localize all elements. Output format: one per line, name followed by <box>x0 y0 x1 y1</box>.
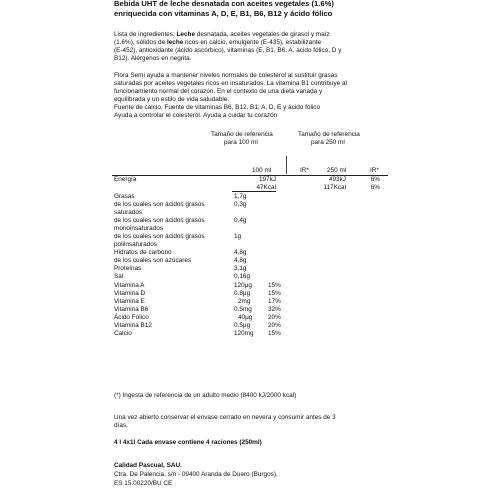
row-sal-label: Sal <box>114 273 124 280</box>
company-code: ES 15.00220/BU CE <box>114 480 173 487</box>
row-calcio-label: Calcio <box>114 330 132 337</box>
claims-line6: Ayuda a controlar el colesterol. Ayuda a cuidar tu corazón <box>114 112 278 119</box>
row-vitamina-b6-value: 0.5mg <box>234 306 252 313</box>
header-ref-250-line2: para 250 ml <box>311 139 345 146</box>
header-ref-100-line1: Tamaño de referencia <box>211 131 273 138</box>
row-vitamina-d-value: 0.8μg <box>234 290 251 297</box>
row-grasas-label: Grasas <box>114 193 135 200</box>
ingredients-line4: B12). Alérgenos en negrita. <box>114 55 192 62</box>
row-energia-label: Energía <box>114 176 137 183</box>
pack-info: 4 l 4x1l Cada envase contiene 4 raciones (250ml) <box>114 439 262 446</box>
row-mono-label2: monoinsaturados <box>114 225 164 232</box>
row-poli-label2: poliinsaturados <box>114 241 157 248</box>
row-poli-label1: de los cuales son ácidos grasos <box>114 233 205 240</box>
column-divider <box>286 156 287 174</box>
row-proteinas-value: 3,1g <box>234 265 247 272</box>
row-energia-ir: 6% <box>370 176 380 183</box>
ingredients-line1 <box>114 31 330 38</box>
row-vitamina-e-label: Vitamina E <box>114 298 145 305</box>
claims-line1: Flora Semi ayuda a mantener niveles normales de colesterol al sustituir grasas <box>114 72 338 79</box>
energy-divider <box>232 191 276 192</box>
company-address: Ctra. De Palencia, s/n - 09400 Aranda de Duero (Burgos). <box>114 471 278 478</box>
product-title-line1: Bebida UHT de leche desnatada con aceites vegetales (1.6%) <box>114 0 334 8</box>
row-hidratos-label: Hidratos de carbono <box>114 249 172 256</box>
row-vitamina-d-ir: 15% <box>268 290 281 297</box>
claims-line2: saturadas por aceites vegetales ricos en insaturados. La vitamina B1 contribuye al <box>114 80 348 87</box>
col-ir-250: IR* <box>370 167 379 174</box>
ingredients-line3: (E-452), antioxidante (ácido ascórbico), vitaminas (E, B1, B6, A, ácido fólico, D y <box>114 47 342 54</box>
row-energia-kcal100: 47Kcal <box>256 184 276 191</box>
col-100ml: 100 ml <box>252 167 272 174</box>
row-hidratos-value: 4,8g <box>234 249 247 256</box>
product-title-line2: enriquecida con vitaminas A, D, E, B1, B6, B12 y ácido fólico <box>114 9 333 18</box>
row-acido-folico-label: Ácido Fólico <box>114 314 149 321</box>
ingredients-text: ricos en calcio, emulgente (E-435), estabilizante <box>183 39 322 46</box>
row-mono-value: 0,4g <box>234 217 247 224</box>
footnote: (*) Ingesta de referencia de un adulto medio (8400 kJ/2000 kcal) <box>114 392 297 399</box>
row-saturados-label1: de los cuales son ácidos grasos <box>114 201 205 208</box>
row-proteinas-label: Proteínas <box>114 265 142 272</box>
claims-line4: equilibrada y un estilo de vida saludable. <box>114 96 230 103</box>
row-vitamina-a-ir: 15% <box>268 282 281 289</box>
col-ir-100: IR* <box>300 167 309 174</box>
row-vitamina-a-label: Vitamina A <box>114 282 145 289</box>
ingredients-prefix: Lista de ingredientes: <box>114 31 177 38</box>
row-calcio-ir: 15% <box>268 330 281 337</box>
row-vitamina-b6-label: Vitamina B6 <box>114 306 149 313</box>
row-calcio-value: 120mg <box>234 330 254 337</box>
col-250ml: 250 ml <box>327 167 347 174</box>
ingredients-text: (1.6%), sólidos de <box>114 39 167 46</box>
row-sal-value: 0,16g <box>234 273 250 280</box>
row-azucares-value: 4,8g <box>234 257 247 264</box>
nutrition-label-panel <box>112 0 388 500</box>
row-vitamina-b12-label: Vitamina B12 <box>114 322 152 329</box>
row-vitamina-b6-ir: 32% <box>268 306 281 313</box>
row-acido-folico-ir: 20% <box>268 314 281 321</box>
row-azucares-label: de los cuales son azúcares <box>114 257 192 264</box>
allergen-leche: leche <box>166 39 184 46</box>
row-vitamina-e-value: 2mg <box>238 298 251 305</box>
claims-line5: Fuente de calcio. Fuente de vitaminas B6, B12, B1, A, D, E y ácido fólico <box>114 104 321 111</box>
row-energia-kj100: 197kJ <box>258 176 276 183</box>
row-vitamina-e-ir: 17% <box>268 298 281 305</box>
row-vitamina-d-label: Vitamina D <box>114 290 146 297</box>
row-acido-folico-value: 40μg <box>238 314 253 321</box>
header-ref-250-line1: Tamaño de referencia <box>298 131 360 138</box>
row-vitamina-b12-ir: 20% <box>268 322 281 329</box>
storage-line1: Una vez abierto conservar el envase cerrado en nevera y consumir antes de 3 <box>114 414 336 421</box>
row-energia-kcal250: 117Kcal <box>323 184 346 191</box>
ingredients-text: desnatada, aceites vegetales de girasol y maíz <box>195 31 330 38</box>
storage-line2: días. <box>114 422 128 429</box>
row-poli-value: 1g <box>234 233 242 240</box>
header-ref-100-line2: para 100 ml <box>224 139 258 146</box>
row-saturados-value: 0,3g <box>234 201 247 208</box>
row-energia-kj250: 493kJ <box>328 176 346 183</box>
row-mono-label1: de los cuales son ácidos grasos <box>114 217 205 224</box>
allergen-leche: Leche <box>176 31 196 38</box>
row-grasas-value: 1,7g <box>234 193 247 200</box>
row-saturados-label2: saturados <box>114 209 143 216</box>
claims-line3: funcionamiento normal del corazón. En el contexto de una dieta variada y <box>114 88 323 95</box>
row-vitamina-a-value: 120μg <box>234 282 252 289</box>
company-name: Calidad Pascual, SAU. <box>114 462 182 469</box>
row-vitamina-b12-value: 0.5μg <box>234 322 251 329</box>
ingredients-line2 <box>114 39 321 46</box>
row-energia-kcal-ir: 6% <box>370 184 380 191</box>
